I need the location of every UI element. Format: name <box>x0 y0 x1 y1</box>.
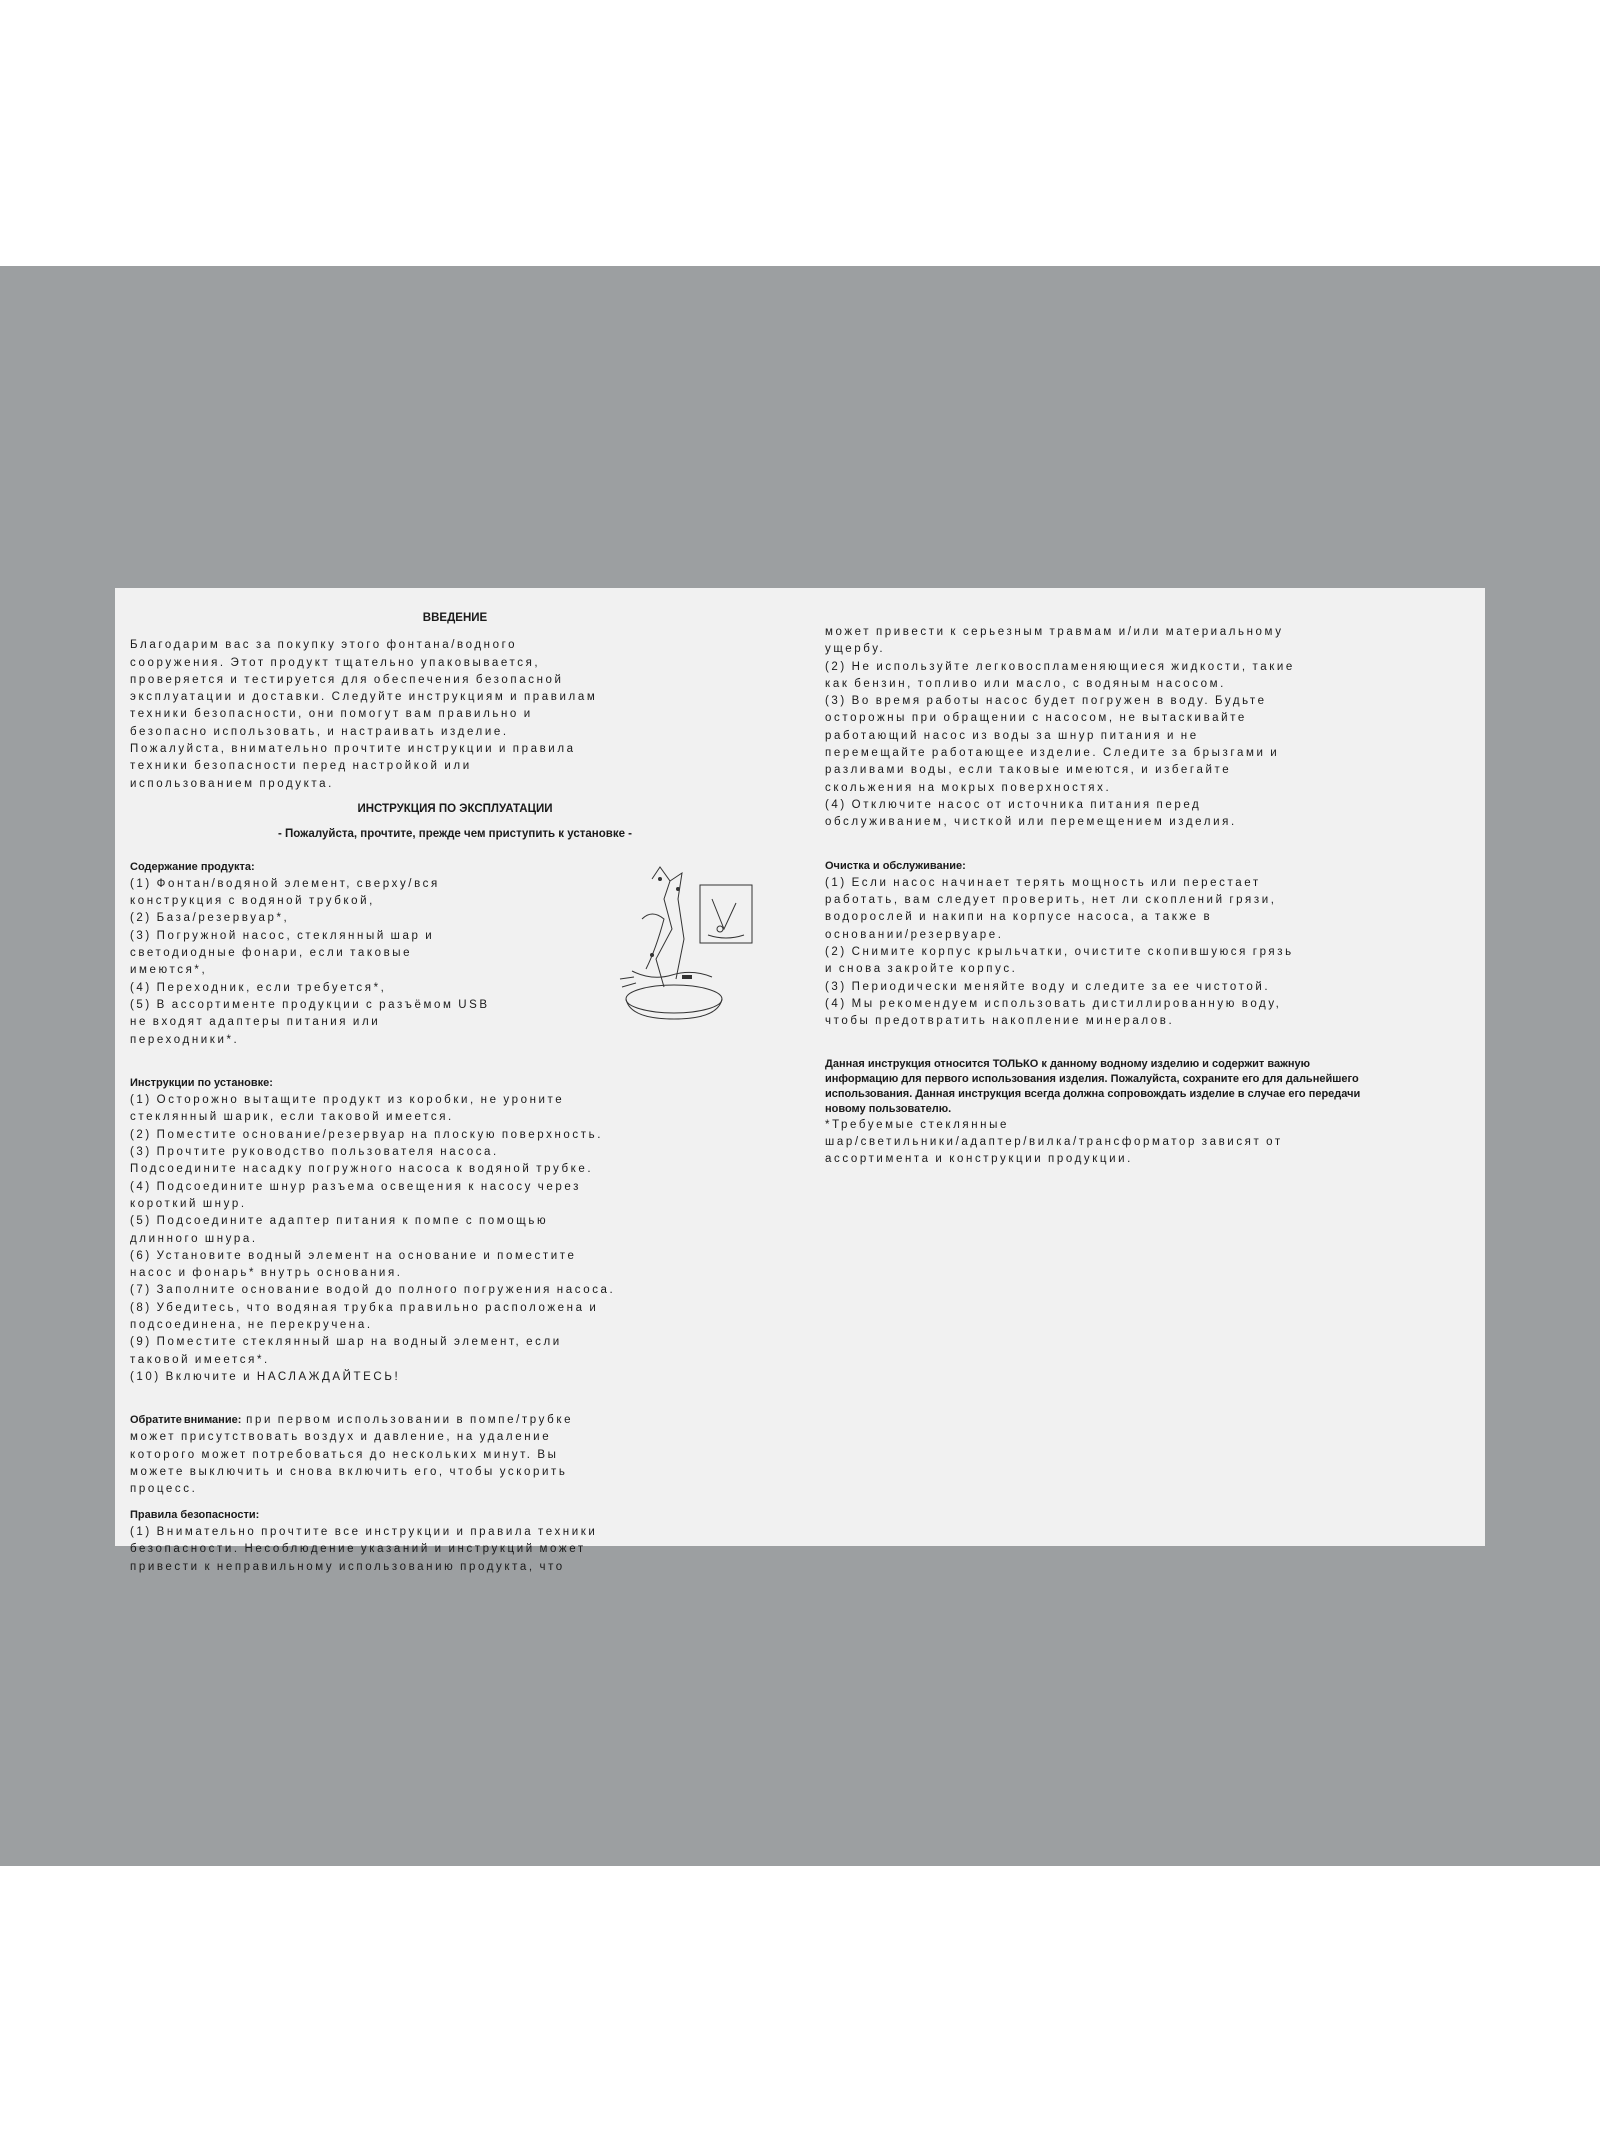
attention-note <box>130 1412 780 1498</box>
install-line: насос и фонарь* внутрь основания. <box>130 1267 403 1280</box>
install-line: подсоединена, не перекручена. <box>130 1318 373 1331</box>
contents-line: (4) Переходник, если требуется*, <box>130 981 387 994</box>
contents-line: светодиодные фонари, если таковые <box>130 947 413 960</box>
attention-line: при первом использовании в помпе/трубке <box>241 1414 574 1427</box>
install-line: (6) Установите водный элемент на основание и поместите <box>130 1249 577 1262</box>
install-line: стеклянный шарик, если таковой имеется. <box>130 1111 454 1124</box>
install-heading: Инструкции по установке: <box>130 1076 273 1089</box>
contents-line: (2) База/резервуар*, <box>130 912 290 925</box>
notice-line: новому пользователю. <box>825 1102 952 1115</box>
intro-line: Благодарим вас за покупку этого фонтана/водного <box>130 639 518 652</box>
contents-line: имеются*, <box>130 964 208 977</box>
install-line: (9) Поместите стеклянный шар на водный элемент, если <box>130 1336 562 1349</box>
operation-subtitle: - Пожалуйста, прочтите, прежде чем приступить к установке - <box>277 828 633 841</box>
fountain-illustration <box>612 859 767 1024</box>
attention-line: может присутствовать воздух и давление, на удаление <box>130 1431 552 1444</box>
cleaning-line: (1) Если насос начинает терять мощность или перестает <box>825 876 1261 889</box>
attention-line: которого может потребоваться до нескольких минут. Вы <box>130 1448 559 1461</box>
attention-line: можете выключить и снова включить его, чтобы ускорить <box>130 1466 568 1479</box>
right-column <box>825 624 1465 1168</box>
intro-line: безопасно использовать, и настраивать изделие. <box>130 725 509 738</box>
install-steps <box>130 1092 780 1386</box>
safety-line: (4) Отключите насос от источника питания перед <box>825 798 1202 811</box>
contents-line: (5) В ассортименте продукции с разъёмом USB <box>130 998 490 1011</box>
footnote-line: шар/светильники/адаптер/вилка/трансформатор зависят от <box>825 1135 1283 1148</box>
attention-line: процесс. <box>130 1483 198 1496</box>
left-column <box>130 610 780 1576</box>
safety-line: (2) Не используйте легковоспламеняющиеся жидкости, такие <box>825 660 1295 673</box>
install-line: длинного шнура. <box>130 1232 258 1245</box>
intro-line: техники безопасности, они помогут вам правильно и <box>130 708 533 721</box>
important-notice <box>825 1057 1465 1117</box>
install-line: таковой имеется*. <box>130 1353 270 1366</box>
notice-line: использования. Данная инструкция всегда должна сопровождать изделие в случае его передачи <box>825 1087 1361 1100</box>
install-line: (5) Подсоедините адаптер питания к помпе с помощью <box>130 1215 549 1228</box>
install-line: (3) Прочтите руководство пользователя насоса. <box>130 1146 499 1159</box>
contents-section <box>130 859 780 1049</box>
install-line: (8) Убедитесь, что водяная трубка правильно расположена и <box>130 1301 599 1314</box>
cleaning-line: (2) Снимите корпус крыльчатки, очистите скопившуюся грязь <box>825 946 1294 959</box>
cleaning-line: (4) Мы рекомендуем использовать дистиллированную воду, <box>825 997 1282 1010</box>
safety-line: может привести к серьезным травмам и/или материальному <box>825 626 1284 638</box>
cleaning-line: (3) Периодически меняйте воду и следите за ее чистотой. <box>825 980 1271 993</box>
install-line: (1) Осторожно вытащите продукт из коробки, не уроните <box>130 1094 565 1107</box>
intro-line: проверяется и тестируется для обеспечения безопасной <box>130 673 564 686</box>
install-line: короткий шнур. <box>130 1197 247 1210</box>
install-line: (10) Включите и НАСЛАЖДАЙТЕСЬ! <box>130 1370 401 1383</box>
intro-line: Пожалуйста, внимательно прочтите инструкции и правила <box>130 743 576 756</box>
intro-line: техники безопасности перед настройкой или <box>130 760 472 773</box>
intro-paragraph <box>130 637 780 793</box>
safety-line: ущербу. <box>825 643 886 656</box>
intro-title: ВВЕДЕНИЕ <box>422 612 488 624</box>
footnote-line: ассортимента и конструкции продукции. <box>825 1153 1133 1166</box>
safety-line: разливами воды, если таковые имеются, и избегайте <box>825 764 1232 777</box>
install-line: Подсоедините насадку погружного насоса к водяной трубке. <box>130 1163 594 1176</box>
footnote-line: *Требуемые стеклянные <box>825 1118 1009 1131</box>
contents-heading: Содержание продукта: <box>130 860 255 873</box>
instruction-sheet <box>115 588 1485 1573</box>
safety-line: перемещайте работающее изделие. Следите за брызгами и <box>825 747 1280 760</box>
contents-line: конструкция с водяной трубкой, <box>130 895 375 908</box>
safety-line: осторожны при обращении с насосом, не вытаскивайте <box>825 712 1247 725</box>
contents-line: не входят адаптеры питания или <box>130 1016 381 1029</box>
attention-heading: Обратите внимание: <box>130 1414 242 1427</box>
install-line: (7) Заполните основание водой до полного погружения насоса. <box>130 1284 616 1297</box>
cleaning-steps <box>825 875 1465 1031</box>
contents-line: (3) Погружной насос, стеклянный шар и <box>130 929 435 942</box>
safety-line: (1) Внимательно прочтите все инструкции и правила техники <box>130 1525 598 1538</box>
intro-line: сооружения. Этот продукт тщательно упаковывается, <box>130 656 541 669</box>
cleaning-line: водорослей и накипи на корпусе насоса, а также в <box>825 911 1213 924</box>
safety-line: привести к неправильному использованию продукта, что <box>130 1560 565 1573</box>
footnote <box>825 1117 1465 1169</box>
intro-line: использованием продукта. <box>130 777 334 790</box>
safety-continued <box>825 624 1465 832</box>
operation-title: ИНСТРУКЦИЯ ПО ЭКСПЛУАТАЦИИ <box>357 802 553 815</box>
cleaning-heading: Очистка и обслуживание: <box>825 859 966 872</box>
cleaning-line: и снова закройте корпус. <box>825 963 1018 976</box>
intro-line: эксплуатации и доставки. Следуйте инструкциям и правилам <box>130 691 598 704</box>
safety-heading: Правила безопасности: <box>130 1508 260 1521</box>
notice-line: информацию для первого использования изделия. Пожалуйста, сохраните его для дальнейшего <box>825 1072 1359 1085</box>
cleaning-line: чтобы предотвратить накопление минералов. <box>825 1015 1175 1028</box>
install-line: (2) Поместите основание/резервуар на плоскую поверхность. <box>130 1128 604 1141</box>
notice-line: Данная инструкция относится ТОЛЬКО к данному водному изделию и содержит важную <box>825 1057 1311 1070</box>
safety-line: как бензин, топливо или масло, с водяным насосом. <box>825 677 1226 690</box>
safety-rules <box>130 1524 780 1576</box>
cleaning-line: основании/резервуаре. <box>825 928 1004 941</box>
safety-line: скольжения на мокрых поверхностях. <box>825 781 1112 794</box>
install-line: (4) Подсоедините шнур разъема освещения к насосу через <box>130 1180 581 1193</box>
contents-line: (1) Фонтан/водяной элемент, сверху/вся <box>130 877 440 890</box>
contents-line: переходники*. <box>130 1033 240 1046</box>
safety-line: работающий насос из воды за шнур питания и не <box>825 729 1199 742</box>
safety-line: безопасности. Несоблюдение указаний и инструкций может <box>130 1543 586 1556</box>
safety-line: (3) Во время работы насос будет погружен в воду. Будьте <box>825 695 1267 708</box>
cleaning-line: работать, вам следует проверить, нет ли скоплений грязи, <box>825 894 1277 907</box>
safety-line: обслуживанием, чисткой или перемещением изделия. <box>825 816 1237 829</box>
